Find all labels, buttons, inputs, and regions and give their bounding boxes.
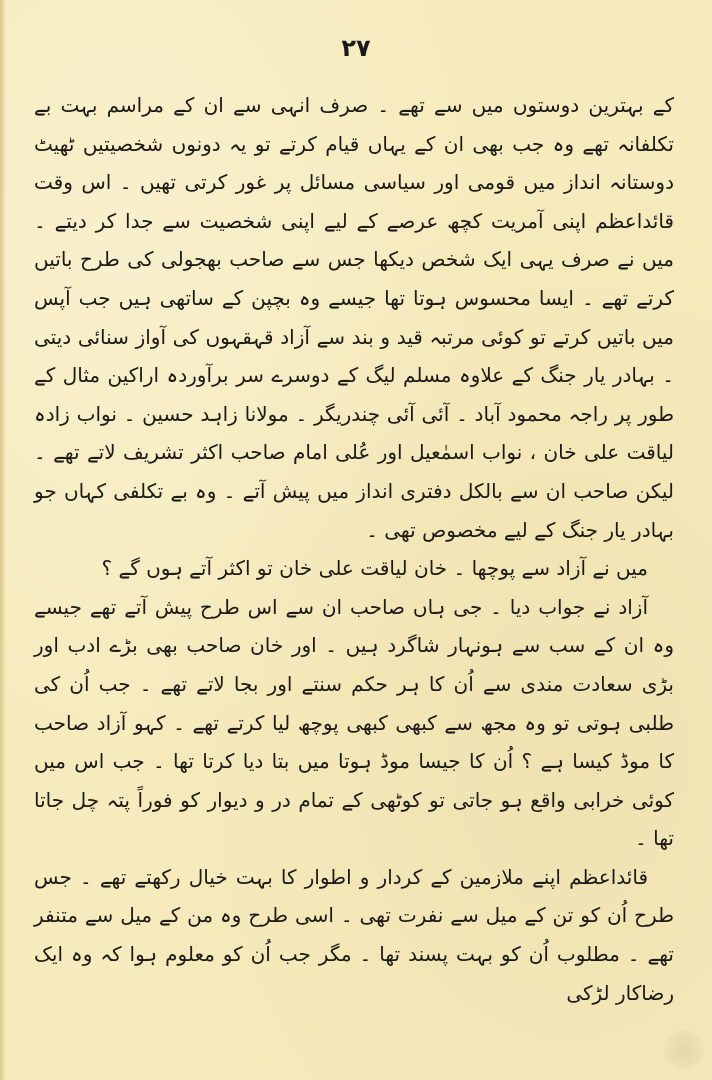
paragraph-4: قائداعظم اپنے ملازمین کے کردار و اطوار کا بہت خیال رکھتے تھے ۔ جس طرح اُن کو تن کے میل سے نفرت تھی ۔ اسی طرح وہ من کے میل سے متنفر تھے ۔ مطلوب اُن کو بہت پسند تھا ۔ مگر جب اُن کو معلوم ہوا کہ وہ ایک رضاکار لڑکی xyxy=(34,864,674,1005)
paragraph-2: میں نے آزاد سے پوچھا ۔ خان لیاقت علی خان تو اکثر آتے ہوں گے ؟ xyxy=(101,556,648,581)
page-binding-edge xyxy=(0,0,6,1080)
paragraph-1: کے بہترین دوستوں میں سے تھے ۔ صرف انہی سے ان کے مراسم بہت بے تکلفانہ تھے وہ جب بھی ان کے یہاں قیام کرتے تو یہ دونوں شخصیتیں ٹھیٹ دوستانہ انداز میں قومی اور سیاسی مسائل پر غور کرتی تھیں ۔ اس وقت قائداعظم اپنی آمریت کچھ عرصے کے لیے اپنی شخصیت سے جدا کر دیتے ۔ میں نے صرف یہی ایک شخص دیکھا جس سے صاحب بھجولی کی طرح باتیں کرتے تھے ۔ ایسا محسوس ہوتا تھا جیسے وہ بچپن کے ساتھی ہیں جب آپس میں باتیں کرتے تو کوئی مرتبہ قید و بند سے آزاد قہقہوں کی آواز سنائی دیتی ۔ بہادر یار جنگ کے علاوہ مسلم لیگ کے دوسرے سر برآوردہ اراکین مثال کے طور پر راجہ محمود آباد ۔ آئی آئی چندریگر ۔ مولانا زاہد حسین ۔ نواب زادہ لیاقت علی خان ، نواب اسمٰعیل اور عُلی امام صاحب اکثر تشریف لاتے تھے ۔ لیکن صاحب ان سے بالکل دفتری انداز میں پیش آتے ۔ وہ بے تکلفی کہاں جو بہادر یار جنگ کے لیے مخصوص تھی ۔ xyxy=(34,93,674,542)
paragraph-3: آزاد نے جواب دیا ۔ جی ہاں صاحب ان سے اس طرح پیش آتے تھے جیسے وہ ان کے سب سے ہونہار شاگرد ہیں ۔ اور خان صاحب بھی بڑے ادب اور بڑی سعادت مندی سے اُن کا ہر حکم سنتے اور بجا لاتے تھے ۔ جب اُن کی طلبی ہوتی تو وہ مجھ سے کبھی کبھی پوچھ لیا کرتے تھے ۔ کہو آزاد صاحب کا موڈ کیسا ہے ؟ اُن کا جیسا موڈ ہوتا میں بتا دیا کرتا تھا ۔ جب اس میں کوئی خرابی واقع ہو جاتی تو کوٹھی کے تمام در و دیوار کو فوراً پتہ چل جاتا تھا ۔ xyxy=(34,594,674,851)
page-stain xyxy=(664,1030,704,1070)
urdu-text-body xyxy=(34,86,674,1012)
page-number: ۲۷ xyxy=(341,34,371,62)
